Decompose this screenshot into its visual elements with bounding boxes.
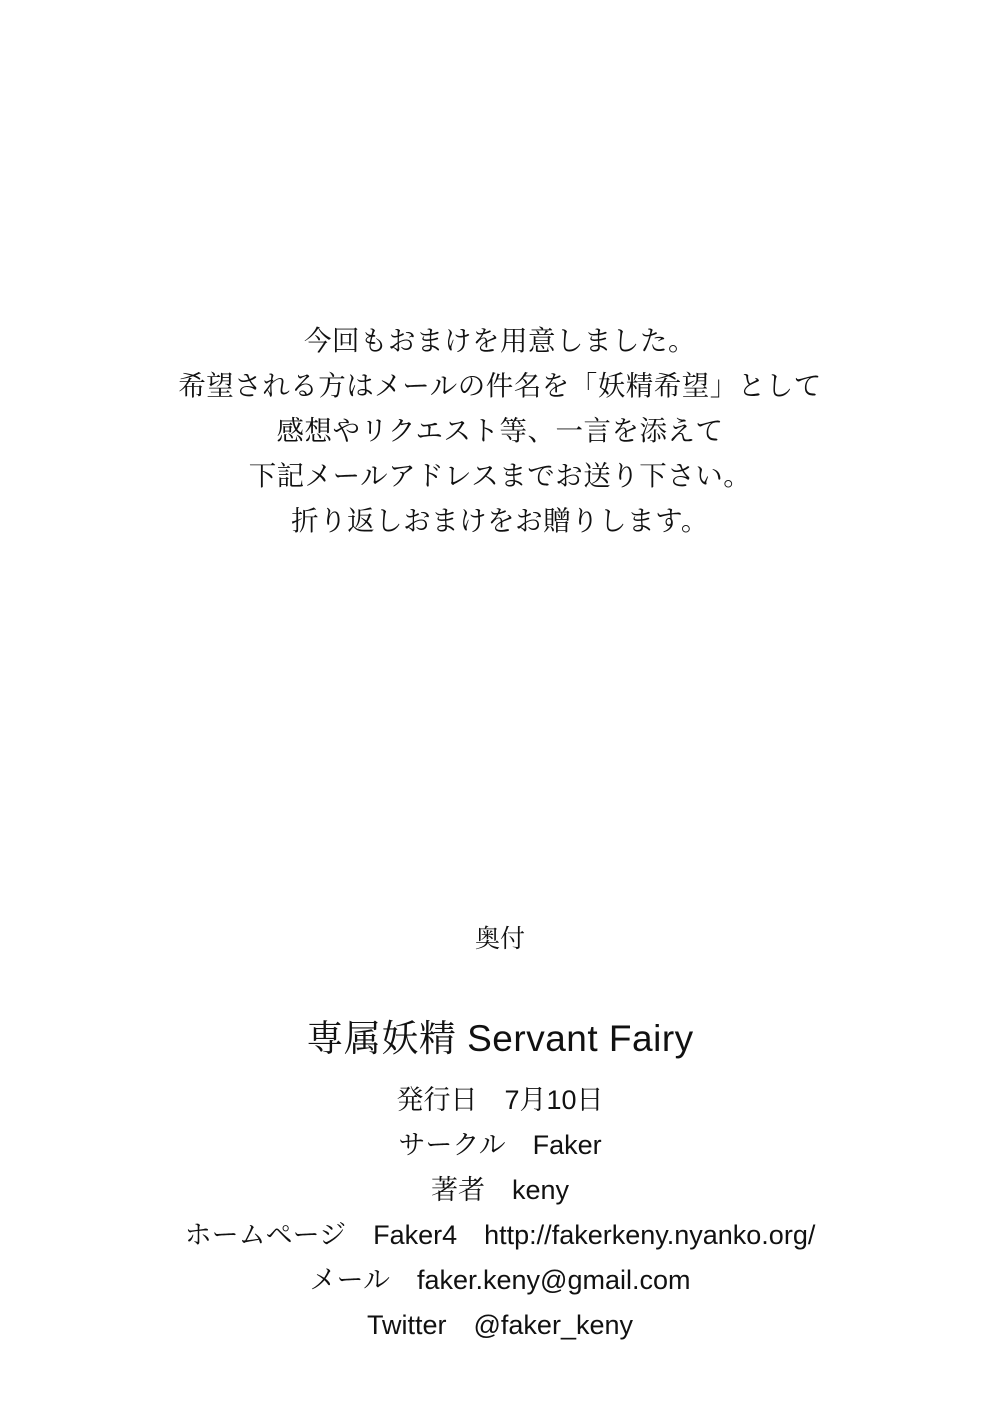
colophon-title: 専属妖精 Servant Fairy	[306, 1018, 694, 1059]
colophon-label: 奥付	[474, 925, 525, 953]
colophon-author: 著者 keny	[430, 1175, 570, 1205]
colophon-publish-date: 発行日 7月10日	[396, 1085, 604, 1115]
notice-line: 今回もおまけを用意しました。	[304, 325, 696, 356]
colophon-twitter: Twitter @faker_keny	[367, 1310, 633, 1340]
colophon-homepage: ホームページ Faker4 http://fakerkeny.nyanko.org/	[184, 1220, 816, 1250]
notice-line: 希望される方はメールの件名を「妖精希望」として	[178, 370, 822, 401]
notice-line: 感想やリクエスト等、一言を添えて	[276, 415, 724, 446]
notice-line: 下記メールアドレスまでお送り下さい。	[248, 460, 752, 491]
colophon-circle: サークル Faker	[398, 1130, 602, 1160]
colophon-email: メール faker.keny@gmail.com	[309, 1265, 691, 1295]
omake-notice-block	[0, 318, 1000, 543]
colophon-details-block	[0, 1078, 1000, 1348]
notice-line: 折り返しおまけをお贈りします。	[291, 505, 709, 536]
